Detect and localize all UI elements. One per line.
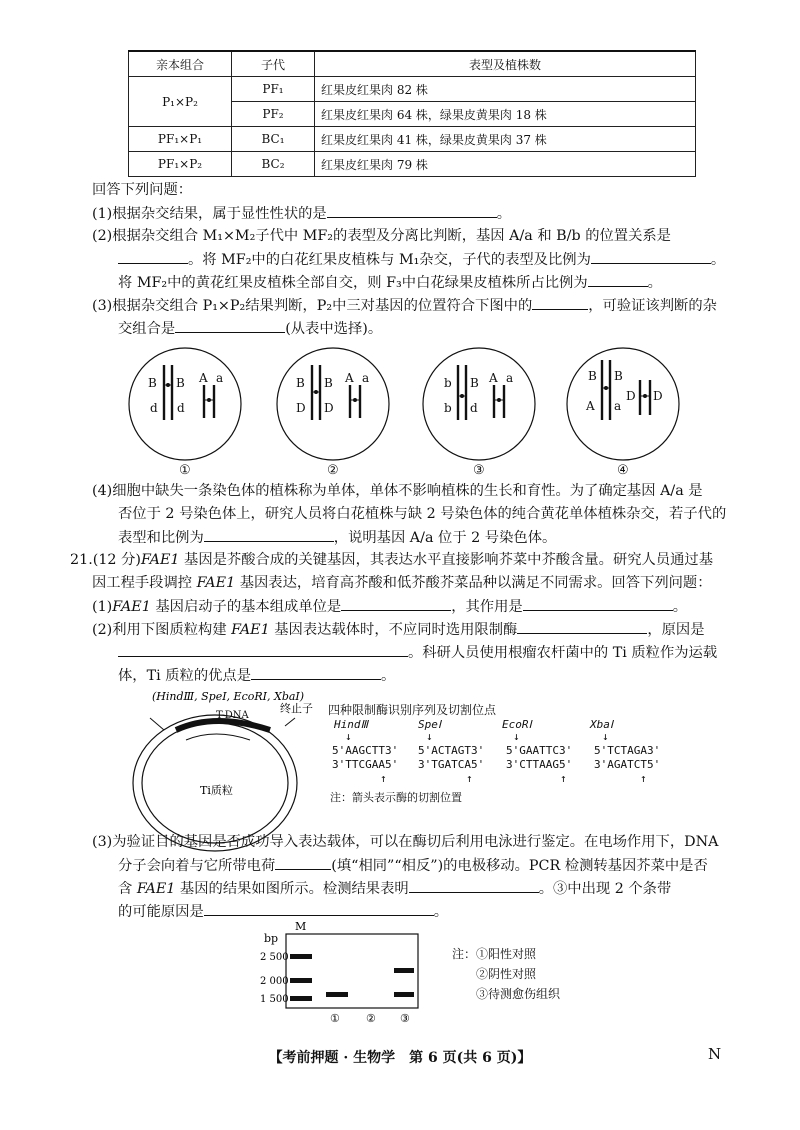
gene-label: b [444,376,452,390]
lane-label: ③ [400,1012,410,1025]
enzyme-seq-bottom: 3'CTTAAG5' [506,758,573,771]
lane-label: ① [330,1012,340,1025]
answer-blank[interactable] [251,665,381,680]
cell-parent: PF₁×P₂ [129,152,232,177]
q20-2a: (2)根据杂交组合 M₁×M₂子代中 MF₂的表型及分离比判断，基因 A/a 和 B/b 的位置关系是 [92,228,671,244]
gel-note: ③待测愈伤组织 [476,987,561,1001]
table-row [129,152,696,177]
q20-2b: 。将 MF₂中的白花红果皮植株与 M₁杂交，子代的表型及比例为 。 [118,249,725,270]
enzyme-seq-top: 5'ACTAGT3' [418,744,485,757]
ladder-label: 2 000 [260,976,289,987]
cell-phenotype: 红果皮红果肉 79 株 [315,152,696,177]
gene-label: B [296,376,305,390]
sample-band [326,992,348,997]
cell-phenotype: 红果皮红果肉 41 株，绿果皮黄果肉 37 株 [315,127,696,152]
gene-label: B [148,376,157,390]
answer-blank[interactable] [591,249,711,264]
enzyme-name: EcoRⅠ [502,718,532,731]
q20-1: (1)根据杂交结果，属于显性性状的是 。 [92,203,511,224]
cell-label: ① [179,463,191,475]
q20-3b: 交组合是 (从表中选择)。 [118,318,382,339]
corner-mark: N [708,1045,722,1063]
cell-label: ④ [617,463,629,475]
answer-blank[interactable] [118,642,408,657]
table-row [129,77,696,102]
answer-blank[interactable] [523,596,673,611]
enzyme-seq-bottom: 3'AGATCT5' [594,758,661,771]
insert-region [176,721,270,730]
gene-label: b [444,401,452,415]
cell-parent: PF₁×P₁ [129,127,232,152]
answer-blank[interactable] [204,527,334,542]
cell-3 [423,348,535,460]
cell-offspring: PF₂ [232,102,315,127]
q21-3a: (3)为验证目的基因是否成功导入表达载体，可以在酶切后利用电泳进行鉴定。在电场作用下，DNA [92,834,719,850]
tdna-label: T-DNA [216,710,249,721]
q21-3b: 分子会向着与它所带电荷 (填“相同”“相反”)的电极移动。PCR 检测转基因芥菜中是否 [118,855,708,876]
ladder-label: 1 500 [260,994,289,1005]
q20-4c: 表型和比例为 ，说明基因 A/a 位于 2 号染色体。 [118,527,556,548]
enzyme-seq-top: 5'AAGCTT3' [332,744,399,757]
gene-label: a [362,371,370,385]
gene-label: D [653,389,663,403]
ladder-band [290,978,312,983]
gene-label: d [177,401,185,415]
q20-4a: (4)细胞中缺失一条染色体的植株称为单体，单体不影响植株的生长和育性。为了确定基因 A/a 是 [92,483,703,499]
cell-diagrams [120,340,720,475]
gene-label: a [216,371,224,385]
answer-blank[interactable] [327,203,497,218]
enzyme-title: 四种限制酶识别序列及切割位点 [328,703,497,717]
q21-3d: 的可能原因是 。 [118,901,448,922]
header-offspring: 子代 [232,51,315,77]
marker-label: M [295,920,307,933]
q20-4b: 否位于 2 号染色体上，研究人员将白花植株与缺 2 号染色体的纯合黄花单体植株杂交，若子代的 [118,506,727,522]
q21-2c: 体，Ti 质粒的优点是 。 [118,665,395,686]
q21-head-b: 因工程手段调控 FAE1 基因表达，培育高芥酸和低芥酸芥菜品种以满足不同需求。回答下列问题： [92,575,712,591]
plasmid-name: Ti质粒 [200,784,233,797]
bp-label: bp [264,932,279,945]
answer-blank[interactable] [275,855,331,870]
cell-4 [567,348,679,460]
cell-phenotype: 红果皮红果肉 64 株，绿果皮黄果肉 18 株 [315,102,696,127]
answer-blank[interactable] [588,272,648,287]
enzyme-seq-bottom: 3'TTCGAA5' [332,758,399,771]
gene-label: a [506,371,514,385]
answer-blank[interactable] [341,596,451,611]
gene-label: A [345,371,354,385]
cell-label: ③ [473,463,485,475]
terminator-label: 终止子 [280,702,313,715]
cell-2 [277,348,389,460]
gene-label: d [470,401,478,415]
gene-label: D [324,401,334,415]
cell-phenotype: 红果皮红果肉 82 株 [315,77,696,102]
answer-blank[interactable] [409,878,539,893]
restriction-sites-label: (HindⅢ, SpeⅠ, EcoRⅠ, XbaⅠ) [152,690,305,703]
gene-label: B [176,376,185,390]
answer-blank[interactable] [532,295,588,310]
sample-band [394,992,414,997]
enzyme-seq-top: 5'GAATTC3' [506,744,573,757]
cell-offspring: PF₁ [232,77,315,102]
answer-blank[interactable] [204,901,434,916]
answer-blank[interactable] [517,619,647,634]
cell-label: ② [327,463,339,475]
gel-diagram [260,918,440,1028]
lane-label: ② [366,1012,376,1025]
enzyme-seq-top: 5'TCTAGA3' [594,744,661,757]
q20-3a: (3)根据杂交组合 P₁×P₂结果判断，P₂中三对基因的位置符合下图中的 ，可验证该判断的杂 [92,295,717,316]
header-phenotype: 表型及植株数 [315,51,696,77]
gene-label: B [324,376,333,390]
ladder-band [290,996,312,1001]
gene-label: A [586,399,595,413]
q21-head-a: 21.(12 分)FAE1 基因是芥酸合成的关键基因，其表达水平直接影响芥菜中芥酸含量。研究人员通过基 [70,552,714,568]
sample-band [394,968,414,973]
exam-page: 亲本组合 子代 表型及植株数 P₁×P₂ PF₁ 红果皮红果肉 82 株 PF₂ 红果皮红果肉 64 株，绿果皮黄果肉 18 株 PF₁×P₁ BC₁ 红果皮红果肉 41 株，绿果皮黄果肉 37 株 PF₁×P₂ BC₂ 红果皮红果肉 79 株 回答下列问题： (1)根据杂交结果，属于显性性状的是 。 (2)根据杂交组合 M₁×M₂子代中 MF₂的表型及分离比判断，基因 A/a 和 B/b 的位置关系是 。将 MF₂中的白花红果皮植株与 M₁杂交，子代的表型及比例为 。 将 MF₂中的黄花红果皮植株全部自交，则 F₃中白花绿果皮植株所占比例为 。 (3)根据杂交组合 P₁×P₂结果判断，P₂中三对基因的位置符合下图中的 ，可验证该判断的杂 交组合是 (从表中选择)。 B B d d A a B B D D A a b B b d A a B B A a D D ① ② ③ ④ (4)细胞中缺失一条染色体的植株称为单体，单体不影响植株的生长和育性。为了确定基因 A/a 是 否位于 2 号染色体上，研究人员将白花植株与缺 2 号染色体的纯合黄花单体植株杂交，若子代的 表型和比例为 ，说明基因 A/a 位于 2 号染色体。 21.(12 分)FAE1 基因是芥酸合成的关键基因，其表达水平直接影响芥菜中芥酸含量。研究人员通过基 因工程手段调控 FAE1 基因表达，培育高芥酸和低芥酸芥菜品种以满足不同需求。回答下列问题： (1)FAE1 基因启动子的基本组成单位是 ，其作用是 。 (2)利用下图质粒构建 FAE1 基因表达载体时，不应同时选用限制酶 ，原因是 。科研人员使用根瘤农杆菌中的 Ti 质粒作为运载 体，Ti 质粒的优点是 。 (HindⅢ, SpeⅠ, EcoRⅠ, XbaⅠ) T-DNA 终止子 Ti质粒 四种限制酶识别序列及切割位点 HindⅢ SpeⅠ EcoRⅠ XbaⅠ ↓ ↓ ↓ ↓ 5'AAGCTT3' 3'TTCGAA5' 5'ACTAGT3' 3'TGATCA5' 5'GAATTC3' 3'CTTAAG5' 5'TCTAGA3' 3'AGATCT5' ↑ ↑ ↑ ↑ 注：箭头表示酶的切割位置 (3)为验证目的基因是否成功导入表达载体，可以在酶切后利用电泳进行鉴定。在电场作用下，DNA 分子会向着与它所带电荷 (填“相同”“相反”)的电极移动。PCR 检测转基因芥菜中是否 含 FAE1 基因的结果如图所示。检测结果表明 。③中出现 2 个条带 的可能原因是 。 M bp 2 500 2 000 1 500 ① ② ③ 注：①阳性对照 ②阴性对照 ③待测愈伤组织 【考前押题 · 生物学 第 6 页(共 6 页)】 N [0,0,800,1130]
answer-blank[interactable] [175,318,285,333]
ladder-label: 2 500 [260,952,289,963]
enzyme-note: 注：箭头表示酶的切割位置 [330,791,462,804]
q20-intro: 回答下列问题： [92,182,193,198]
page-footer: 【考前押题 · 生物学 第 6 页(共 6 页)】 [268,1050,532,1066]
answer-blank[interactable] [118,249,188,264]
cell-1 [129,348,241,460]
gene-label: a [614,399,622,413]
gene-label: B [470,376,479,390]
gene-label: B [588,369,597,383]
enzyme-seq-bottom: 3'TGATCA5' [418,758,485,771]
gene-label: D [296,401,306,415]
q20-2c: 将 MF₂中的黄花红果皮植株全部自交，则 F₃中白花绿果皮植株所占比例为 。 [118,272,662,293]
gene-label: B [614,369,623,383]
gene-label: d [150,401,158,415]
ladder-band [290,954,312,959]
q21-3c: 含 FAE1 基因的结果如图所示。检测结果表明 。③中出现 2 个条带 [118,878,671,899]
q21-2b: 。科研人员使用根瘤农杆菌中的 Ti 质粒作为运载 [118,642,717,663]
gel-note: 注：①阳性对照 [452,947,537,961]
cell-offspring: BC₂ [232,152,315,177]
gene-label: D [626,389,636,403]
q21-1: (1)FAE1 基因启动子的基本组成单位是 ，其作用是 。 [92,596,687,617]
cell-offspring: BC₁ [232,127,315,152]
gel-note: ②阴性对照 [476,967,537,981]
gene-label: A [199,371,208,385]
cross-table [128,50,696,177]
enzyme-name: SpeⅠ [418,718,442,731]
table-row [129,127,696,152]
enzyme-name: HindⅢ [334,718,369,731]
cell-parent: P₁×P₂ [129,77,232,127]
table-header [129,51,696,77]
q21-2a: (2)利用下图质粒构建 FAE1 基因表达载体时，不应同时选用限制酶 ，原因是 [92,619,705,640]
gene-label: A [489,371,498,385]
header-parent: 亲本组合 [129,51,232,77]
enzyme-name: XbaⅠ [590,718,614,731]
